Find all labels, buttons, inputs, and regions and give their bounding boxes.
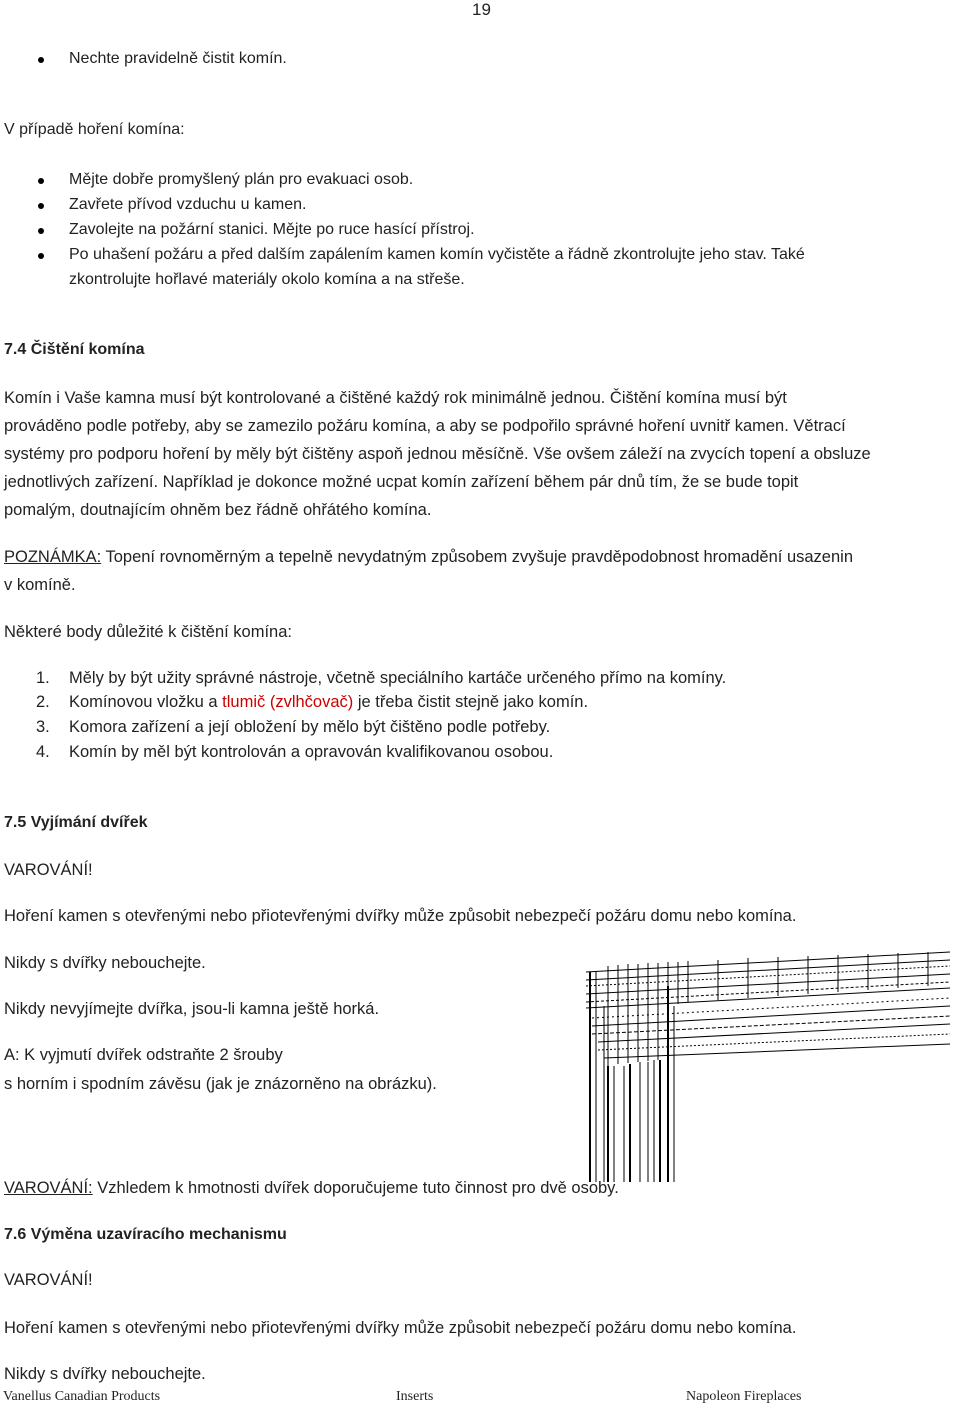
item-text: Měly by být užity správné nástroje, včetně speciálního kartáče určeného přímo na komíny. (69, 669, 727, 687)
list-item-text: Mějte dobře promyšlený plán pro evakuaci osob. (69, 171, 414, 188)
item-number: 2. (36, 693, 50, 711)
bullet-icon (38, 178, 44, 184)
warning-label: VAROVÁNÍ: (4, 1179, 93, 1197)
numbered-item (36, 669, 727, 688)
door-hinge-illustration (578, 946, 958, 1182)
instruction-line: Nikdy s dvířky nebouchejte. (4, 1365, 206, 1383)
note-text: Topení rovnoměrným a tepelně nevydatným způsobem zvyšuje pravděpodobnost hromadění usazenin (101, 548, 854, 566)
numbered-item (36, 718, 551, 737)
note-label: POZNÁMKA: (4, 548, 102, 566)
warning-text: Vzhledem k hmotnosti dvířek doporučujeme tuto činnost pro dvě osoby. (92, 1179, 619, 1197)
item-number: 1. (36, 669, 50, 687)
item-text: je třeba čistit stejně jako komín. (353, 693, 589, 711)
list-item (69, 50, 287, 68)
list-item-text: Zavolejte na požární stanici. Mějte po ruce hasící přístroj. (69, 221, 475, 238)
paragraph-line: prováděno podle potřeby, aby se zamezilo požáru komína, a aby se podpořilo správné hoření uvnitř kamen. Větrací (4, 417, 846, 435)
bullet-icon (38, 57, 44, 63)
warning-text: Hoření kamen s otevřenými nebo přiotevřenými dvířky může způsobit nebezpečí požáru domu nebo komína. (4, 907, 797, 925)
note-paragraph-line: v komíně. (4, 576, 76, 594)
list-item (69, 246, 805, 264)
section-heading-7-6: 7.6 Výměna uzavíracího mechanismu (4, 1226, 287, 1243)
section-heading-7-5: 7.5 Vyjímání dvířek (4, 814, 148, 831)
warning-heading: VAROVÁNÍ! (4, 861, 93, 879)
page-number: 19 (472, 0, 491, 19)
points-intro: Některé body důležité k čištění komína: (4, 623, 292, 641)
instruction-line: Nikdy s dvířky nebouchejte. (4, 954, 206, 972)
item-text: Komínovou vložku a (69, 693, 223, 711)
footer-center: Inserts (396, 1389, 434, 1404)
list-item-text: Nechte pravidelně čistit komín. (69, 50, 287, 67)
footer-right: Napoleon Fireplaces (686, 1389, 802, 1404)
note-paragraph (4, 548, 853, 567)
instruction-line: s horním i spodním závěsu (jak je znázorněno na obrázku). (4, 1075, 437, 1093)
chimney-fire-intro: V případě hoření komína: (4, 121, 185, 138)
numbered-item (36, 693, 589, 712)
list-item-continuation (69, 271, 465, 289)
instruction-line: A: K vyjmutí dvířek odstraňte 2 šrouby (4, 1046, 283, 1064)
instruction-line: Nikdy nevyjímejte dvířka, jsou-li kamna ještě horká. (4, 1000, 380, 1018)
footer-left: Vanellus Canadian Products (3, 1389, 161, 1404)
list-item (69, 196, 306, 214)
paragraph-line: Komín i Vaše kamna musí být kontrolované a čištěné každý rok minimálně jednou. Čištění komína musí být (4, 389, 787, 407)
item-text: Komora zařízení a její obložení by mělo být čištěno podle potřeby. (69, 718, 551, 736)
list-item-text: zkontrolujte hořlavé materiály okolo komína a na střeše. (69, 271, 465, 288)
warning-heading: VAROVÁNÍ! (4, 1271, 93, 1289)
warning-text: Hoření kamen s otevřenými nebo přiotevřenými dvířky může způsobit nebezpečí požáru domu nebo komína. (4, 1319, 797, 1337)
list-item-text: Zavřete přívod vzduchu u kamen. (69, 196, 307, 213)
item-number: 3. (36, 718, 50, 736)
numbered-item (36, 743, 554, 762)
list-item (69, 221, 475, 239)
section-heading-7-4: 7.4 Čištění komína (4, 341, 145, 358)
item-text: Komín by měl být kontrolován a opravován kvalifikovanou osobou. (69, 743, 554, 761)
bullet-icon (38, 203, 44, 209)
item-number: 4. (36, 743, 50, 761)
bullet-icon (38, 228, 44, 234)
warning-paragraph (4, 1179, 619, 1198)
paragraph-line: systémy pro podporu hoření by měly být čištěny aspoň jednou měsíčně. Vše ovšem záleží na zvycích topení a obsluze (4, 445, 871, 463)
list-item (69, 171, 413, 189)
item-text-highlight: tlumič (zvlhčovač) (222, 693, 354, 711)
paragraph-line: pomalým, doutnajícím ohněm bez řádně ohřátého komína. (4, 501, 432, 519)
bullet-icon (38, 253, 44, 259)
paragraph-line: jednotlivých zařízení. Například je dokonce možné ucpat komín zařízení během pár dnů tím, že se bude topit (4, 473, 799, 491)
list-item-text: Po uhašení požáru a před dalším zapálením kamen komín vyčistěte a řádně zkontrolujte jeho stav. Také (69, 246, 805, 263)
